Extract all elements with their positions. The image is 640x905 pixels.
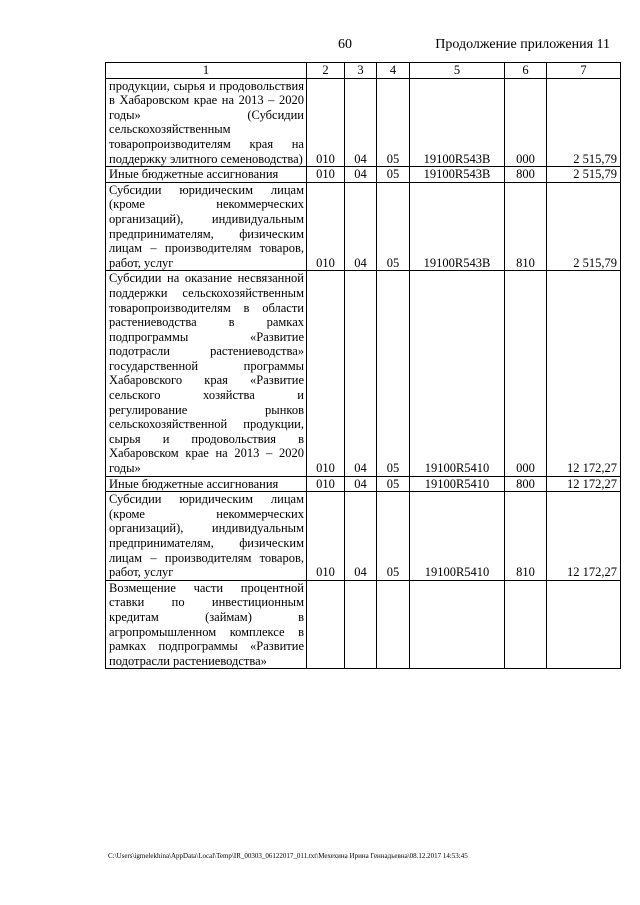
cell-subsection: 05	[377, 476, 410, 492]
cell-code: 010	[307, 492, 345, 581]
cell-code: 010	[307, 167, 345, 183]
cell-code: 010	[307, 182, 345, 271]
table-row	[106, 492, 621, 581]
cell-section: 04	[345, 167, 377, 183]
cell-type: 810	[505, 182, 547, 271]
cell-section: 04	[345, 492, 377, 581]
cell-section: 04	[345, 78, 377, 167]
footer-file-path: C:\Users\igmelekhina\AppData\Local\Temp\IR_00303_06122017_011.txt\Мехехина Ирина Геннадьевна\08.12.2017 14:53:45	[108, 852, 468, 860]
cell-subsection	[377, 580, 410, 669]
cell-type: 800	[505, 167, 547, 183]
table-row	[106, 182, 621, 271]
cell-code: 010	[307, 271, 345, 476]
cell-amount: 12 172,27	[547, 476, 621, 492]
cell-amount: 2 515,79	[547, 167, 621, 183]
row-name: Субсидии на оказание несвязанной поддержки сельскохозяйственным товаропроизводителям в области растениеводства в рамках подпрограммы «Развитие подотрасли растениеводства» государственной программы Хабаровского края «Развитие сельского хозяйства и регулирование рынков сельскохозяйственной продукции, сырья и продовольствия в Хабаровском крае на 2013 – 2020 годы»	[106, 271, 307, 476]
cell-amount: 2 515,79	[547, 78, 621, 167]
table-row	[106, 580, 621, 669]
column-header: 1	[106, 63, 307, 79]
cell-type: 810	[505, 492, 547, 581]
cell-subsection: 05	[377, 167, 410, 183]
cell-type: 800	[505, 476, 547, 492]
column-header: 6	[505, 63, 547, 79]
cell-code: 010	[307, 78, 345, 167]
cell-section: 04	[345, 476, 377, 492]
cell-target: 19100R5410	[410, 476, 505, 492]
page-title: Продолжение приложения 11	[435, 37, 610, 52]
cell-amount	[547, 580, 621, 669]
row-name: Субсидии юридическим лицам (кроме некоммерческих организаций), индивидуальным предпринимателям, физическим лицам – производителям товаров, работ, услуг	[106, 182, 307, 271]
cell-subsection: 05	[377, 271, 410, 476]
cell-target: 19100R543B	[410, 182, 505, 271]
cell-section	[345, 580, 377, 669]
cell-code: 010	[307, 476, 345, 492]
cell-amount: 12 172,27	[547, 271, 621, 476]
cell-target: 19100R543B	[410, 78, 505, 167]
cell-subsection: 05	[377, 182, 410, 271]
row-name: продукции, сырья и продовольствия в Хабаровском крае на 2013 – 2020 годы» (Субсидии сельскохозяйственным товаропроизводителям края на поддержку элитного семеноводства)	[106, 78, 307, 167]
row-name: Иные бюджетные ассигнования	[106, 167, 307, 183]
budget-table	[105, 62, 621, 669]
cell-type: 000	[505, 78, 547, 167]
table-row	[106, 78, 621, 167]
cell-amount: 2 515,79	[547, 182, 621, 271]
column-header: 2	[307, 63, 345, 79]
cell-target: 19100R5410	[410, 492, 505, 581]
row-name: Возмещение части процентной ставки по инвестиционным кредитам (займам) в агропромышленном комплексе в рамках подпрограммы «Развитие подотрасли растениеводства»	[106, 580, 307, 669]
table-row	[106, 167, 621, 183]
cell-subsection: 05	[377, 492, 410, 581]
cell-code	[307, 580, 345, 669]
cell-target	[410, 580, 505, 669]
cell-subsection: 05	[377, 78, 410, 167]
column-header: 4	[377, 63, 410, 79]
cell-section: 04	[345, 271, 377, 476]
table-row	[106, 271, 621, 476]
table-row	[106, 476, 621, 492]
table-header-row	[106, 63, 621, 79]
page-number: 60	[338, 37, 352, 52]
column-header: 5	[410, 63, 505, 79]
cell-target: 19100R5410	[410, 271, 505, 476]
column-header: 7	[547, 63, 621, 79]
cell-target: 19100R543B	[410, 167, 505, 183]
cell-type	[505, 580, 547, 669]
row-name: Иные бюджетные ассигнования	[106, 476, 307, 492]
cell-section: 04	[345, 182, 377, 271]
row-name: Субсидии юридическим лицам (кроме некоммерческих организаций), индивидуальным предпринимателям, физическим лицам – производителям товаров, работ, услуг	[106, 492, 307, 581]
cell-type: 000	[505, 271, 547, 476]
cell-amount: 12 172,27	[547, 492, 621, 581]
column-header: 3	[345, 63, 377, 79]
